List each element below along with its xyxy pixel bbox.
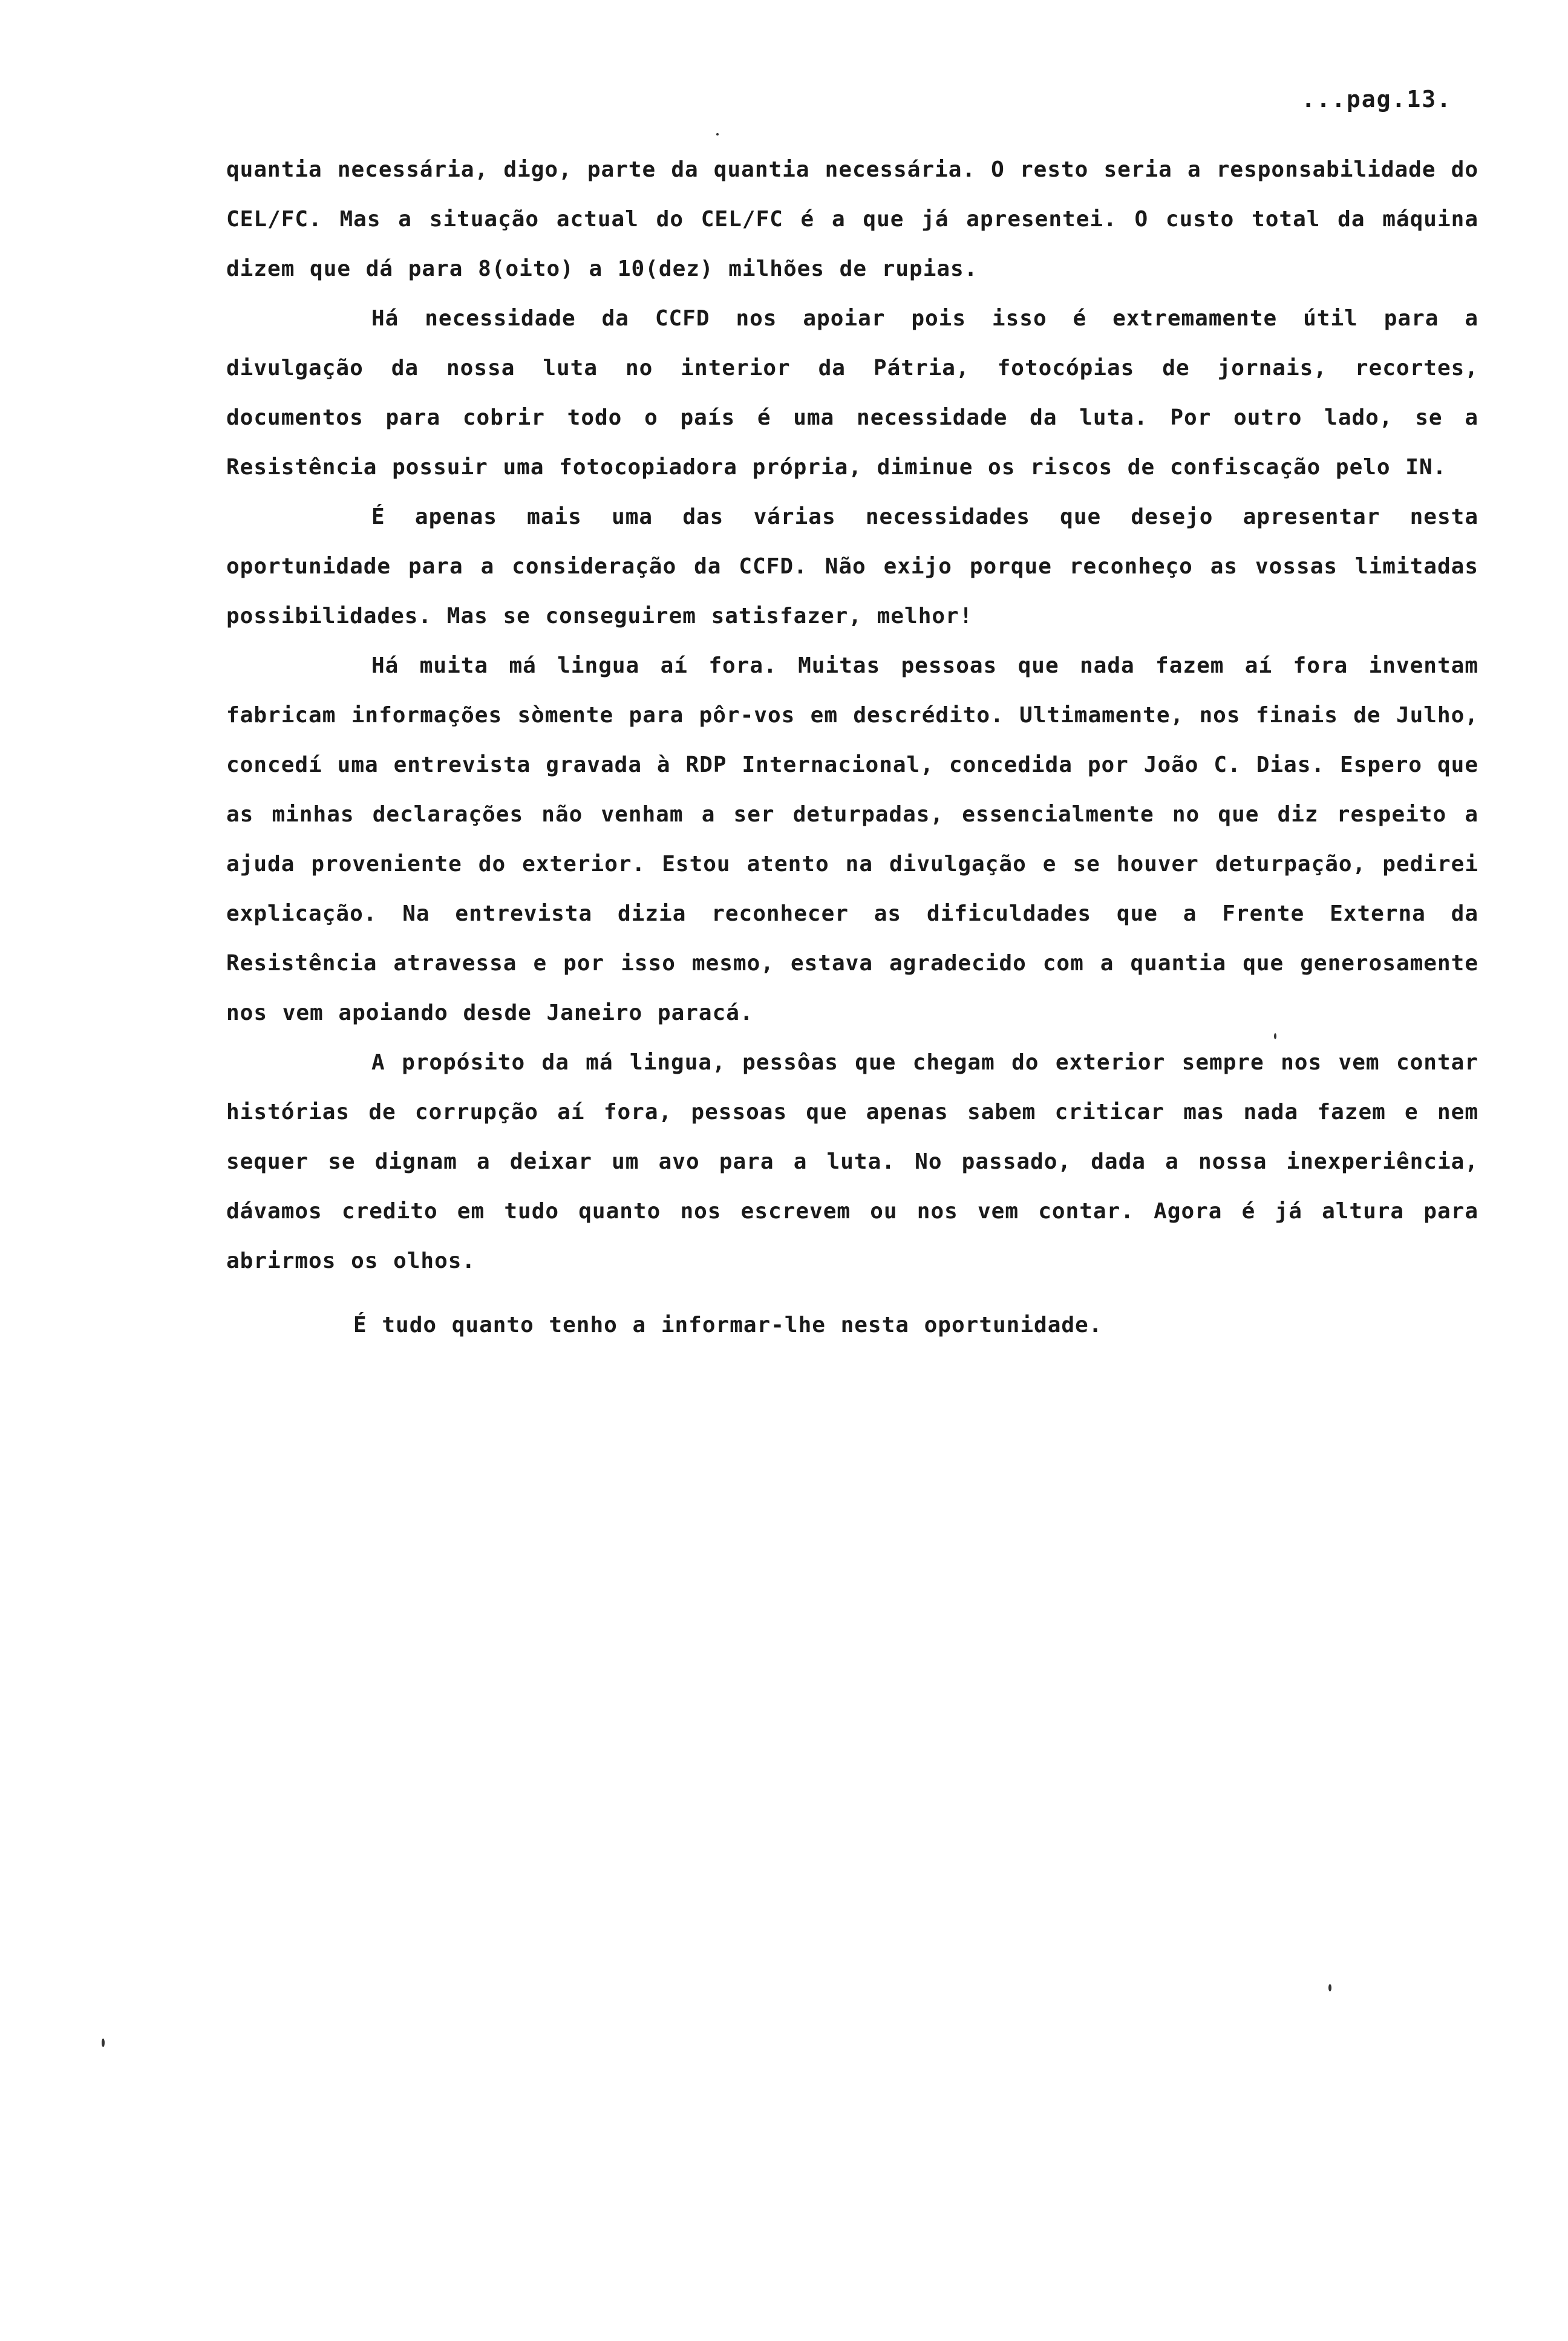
page-number: ...pag.13. [1301, 86, 1452, 113]
scan-speck [1328, 1984, 1331, 1991]
scan-speck [716, 133, 719, 135]
letter-body [226, 145, 1478, 1286]
paragraph-2: Há necessidade da CCFD nos apoiar pois isso é extremamente útil para a divulgação da nossa luta no interior da Pátria, fotocópias de jornais, recortes, documentos para cobrir todo o país é uma necessidade da luta. Por outro lado, se a Resistência possuir uma fotocopiadora própria, diminue os riscos de confiscação pelo IN. [226, 306, 1478, 480]
scan-speck [1274, 1033, 1276, 1039]
paragraph-5: A propósito da má lingua, pessôas que chegam do exterior sempre nos vem contar histórias de corrupção aí fora, pessoas que apenas sabem criticar mas nada fazem e nem sequer se dignam a deixar um avo para a luta. No passado, dada a nossa inexperiência, dávamos credito em tudo quanto nos escrevem ou nos vem contar. Agora é já altura para abrirmos os olhos. [226, 1050, 1478, 1273]
paragraph-3: É apenas mais uma das várias necessidades que desejo apresentar nesta oportunidade para a consideração da CCFD. Não exijo porque reconheço as vossas limitadas possibilidades. Mas se conseguirem satisfazer, melhor! [226, 504, 1478, 629]
scan-speck [102, 2039, 105, 2047]
paragraph-4: Há muita má lingua aí fora. Muitas pessoas que nada fazem aí fora inventam fabricam informações sòmente para pôr-vos em descrédito. Ultimamente, nos finais de Julho, concedí uma entrevista gravada à RDP Internacional, concedida por João C. Dias. Espero que as minhas declarações não venham a ser deturpadas, essencialmente no que diz respeito a ajuda proveniente do exterior. Estou atento na divulgação e se houver deturpação, pedirei explicação. Na entrevista dizia reconhecer as dificuldades que a Frente Externa da Resistência atravessa e por isso mesmo, estava agradecido com a quantia que generosamente nos vem apoiando desde Janeiro paracá. [226, 653, 1478, 1025]
closing-sentence: É tudo quanto tenho a informar-lhe nesta oportunidade. [353, 1313, 1103, 1337]
paragraph-1: quantia necessária, digo, parte da quantia necessária. O resto seria a responsabilidade do CEL/FC. Mas a situação actual do CEL/FC é a que já apresentei. O custo total da máquina dizem que dá para 8(oito) a 10(dez) milhões de rupias. [226, 157, 1478, 281]
